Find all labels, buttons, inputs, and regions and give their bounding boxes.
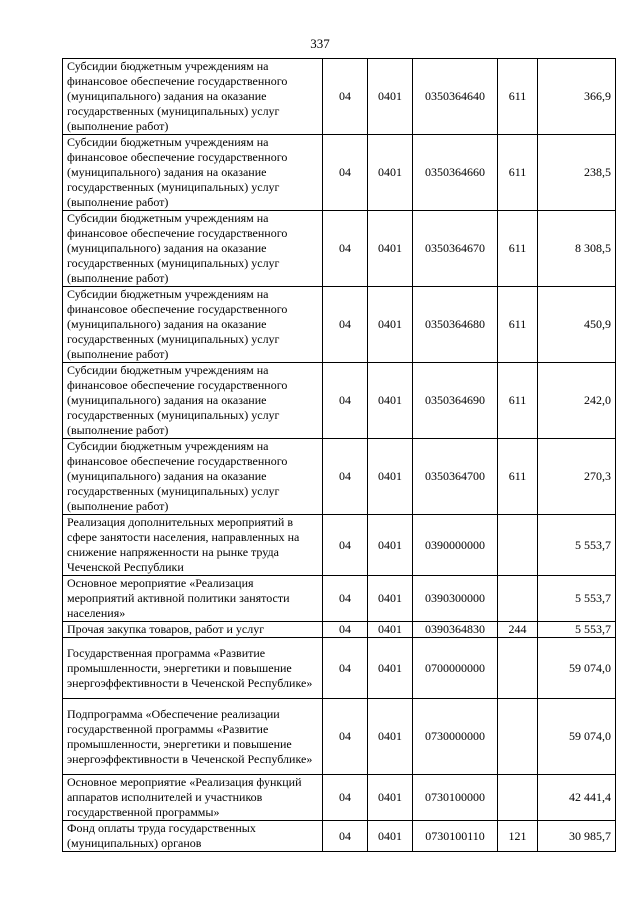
row-subsection: 0401 xyxy=(368,363,413,439)
row-name: Государственная программа «Развитие промышленности, энергетики и повышение энергоэффективности в Чеченской Республике» xyxy=(63,638,323,699)
table-row xyxy=(63,638,616,699)
row-name: Субсидии бюджетным учреждениям на финансовое обеспечение государственного (муниципального) задания на оказание государственных (муниципальных) услуг (выполнение работ) xyxy=(63,135,323,211)
row-section: 04 xyxy=(323,638,368,699)
row-section: 04 xyxy=(323,211,368,287)
budget-table xyxy=(62,58,616,852)
row-amount: 5 553,7 xyxy=(538,576,616,622)
row-name: Субсидии бюджетным учреждениям на финансовое обеспечение государственного (муниципального) задания на оказание государственных (муниципальных) услуг (выполнение работ) xyxy=(63,439,323,515)
row-subsection: 0401 xyxy=(368,135,413,211)
row-section: 04 xyxy=(323,135,368,211)
row-amount: 59 074,0 xyxy=(538,638,616,699)
row-expense-type: 611 xyxy=(498,211,538,287)
row-subsection: 0401 xyxy=(368,211,413,287)
row-expense-type xyxy=(498,638,538,699)
table-row xyxy=(63,775,616,821)
row-amount: 238,5 xyxy=(538,135,616,211)
row-amount: 42 441,4 xyxy=(538,775,616,821)
row-name: Субсидии бюджетным учреждениям на финансовое обеспечение государственного (муниципального) задания на оказание государственных (муниципальных) услуг (выполнение работ) xyxy=(63,287,323,363)
row-subsection: 0401 xyxy=(368,775,413,821)
row-amount: 59 074,0 xyxy=(538,699,616,775)
row-amount: 242,0 xyxy=(538,363,616,439)
row-target: 0350364660 xyxy=(413,135,498,211)
row-subsection: 0401 xyxy=(368,821,413,852)
table-row xyxy=(63,515,616,576)
row-name: Субсидии бюджетным учреждениям на финансовое обеспечение государственного (муниципального) задания на оказание государственных (муниципальных) услуг (выполнение работ) xyxy=(63,59,323,135)
row-amount: 5 553,7 xyxy=(538,515,616,576)
row-expense-type: 244 xyxy=(498,622,538,638)
row-amount: 30 985,7 xyxy=(538,821,616,852)
row-name: Основное мероприятие «Реализация мероприятий активной политики занятости населения» xyxy=(63,576,323,622)
table-row xyxy=(63,363,616,439)
row-name: Прочая закупка товаров, работ и услуг xyxy=(63,622,323,638)
row-target: 0390000000 xyxy=(413,515,498,576)
row-amount: 8 308,5 xyxy=(538,211,616,287)
row-name: Субсидии бюджетным учреждениям на финансовое обеспечение государственного (муниципального) задания на оказание государственных (муниципальных) услуг (выполнение работ) xyxy=(63,363,323,439)
row-subsection: 0401 xyxy=(368,699,413,775)
row-section: 04 xyxy=(323,363,368,439)
table-row xyxy=(63,699,616,775)
row-section: 04 xyxy=(323,59,368,135)
row-amount: 366,9 xyxy=(538,59,616,135)
row-subsection: 0401 xyxy=(368,622,413,638)
row-subsection: 0401 xyxy=(368,515,413,576)
row-target: 0350364670 xyxy=(413,211,498,287)
row-subsection: 0401 xyxy=(368,439,413,515)
table-row xyxy=(63,59,616,135)
row-target: 0390300000 xyxy=(413,576,498,622)
row-section: 04 xyxy=(323,576,368,622)
table-row xyxy=(63,821,616,852)
row-section: 04 xyxy=(323,699,368,775)
row-target: 0350364690 xyxy=(413,363,498,439)
row-amount: 5 553,7 xyxy=(538,622,616,638)
row-target: 0350364640 xyxy=(413,59,498,135)
row-expense-type xyxy=(498,699,538,775)
row-expense-type xyxy=(498,576,538,622)
row-section: 04 xyxy=(323,622,368,638)
table-row xyxy=(63,211,616,287)
row-expense-type xyxy=(498,775,538,821)
row-section: 04 xyxy=(323,287,368,363)
row-subsection: 0401 xyxy=(368,638,413,699)
row-target: 0730100000 xyxy=(413,775,498,821)
row-subsection: 0401 xyxy=(368,59,413,135)
row-section: 04 xyxy=(323,515,368,576)
row-expense-type xyxy=(498,515,538,576)
row-target: 0700000000 xyxy=(413,638,498,699)
row-name: Основное мероприятие «Реализация функций аппаратов исполнителей и участников государственной программы» xyxy=(63,775,323,821)
row-name: Фонд оплаты труда государственных (муниципальных) органов xyxy=(63,821,323,852)
row-target: 0390364830 xyxy=(413,622,498,638)
row-subsection: 0401 xyxy=(368,287,413,363)
table-row xyxy=(63,439,616,515)
row-amount: 450,9 xyxy=(538,287,616,363)
row-expense-type: 611 xyxy=(498,135,538,211)
row-section: 04 xyxy=(323,775,368,821)
table-row xyxy=(63,576,616,622)
row-section: 04 xyxy=(323,439,368,515)
row-expense-type: 611 xyxy=(498,363,538,439)
row-amount: 270,3 xyxy=(538,439,616,515)
table-row xyxy=(63,135,616,211)
table-row xyxy=(63,287,616,363)
row-expense-type: 611 xyxy=(498,59,538,135)
row-target: 0350364680 xyxy=(413,287,498,363)
page-number: 337 xyxy=(310,36,330,51)
row-name: Реализация дополнительных мероприятий в сфере занятости населения, направленных на снижение напряженности на рынке труда Чеченской Республики xyxy=(63,515,323,576)
row-subsection: 0401 xyxy=(368,576,413,622)
row-name: Подпрограмма «Обеспечение реализации государственной программы «Развитие промышленности, энергетики и повышение энергоэффективности в Чеченской Республике» xyxy=(63,699,323,775)
row-target: 0730000000 xyxy=(413,699,498,775)
row-target: 0350364700 xyxy=(413,439,498,515)
row-expense-type: 611 xyxy=(498,439,538,515)
row-expense-type: 121 xyxy=(498,821,538,852)
row-section: 04 xyxy=(323,821,368,852)
row-name: Субсидии бюджетным учреждениям на финансовое обеспечение государственного (муниципального) задания на оказание государственных (муниципальных) услуг (выполнение работ) xyxy=(63,211,323,287)
row-expense-type: 611 xyxy=(498,287,538,363)
table-row xyxy=(63,622,616,638)
row-target: 0730100110 xyxy=(413,821,498,852)
